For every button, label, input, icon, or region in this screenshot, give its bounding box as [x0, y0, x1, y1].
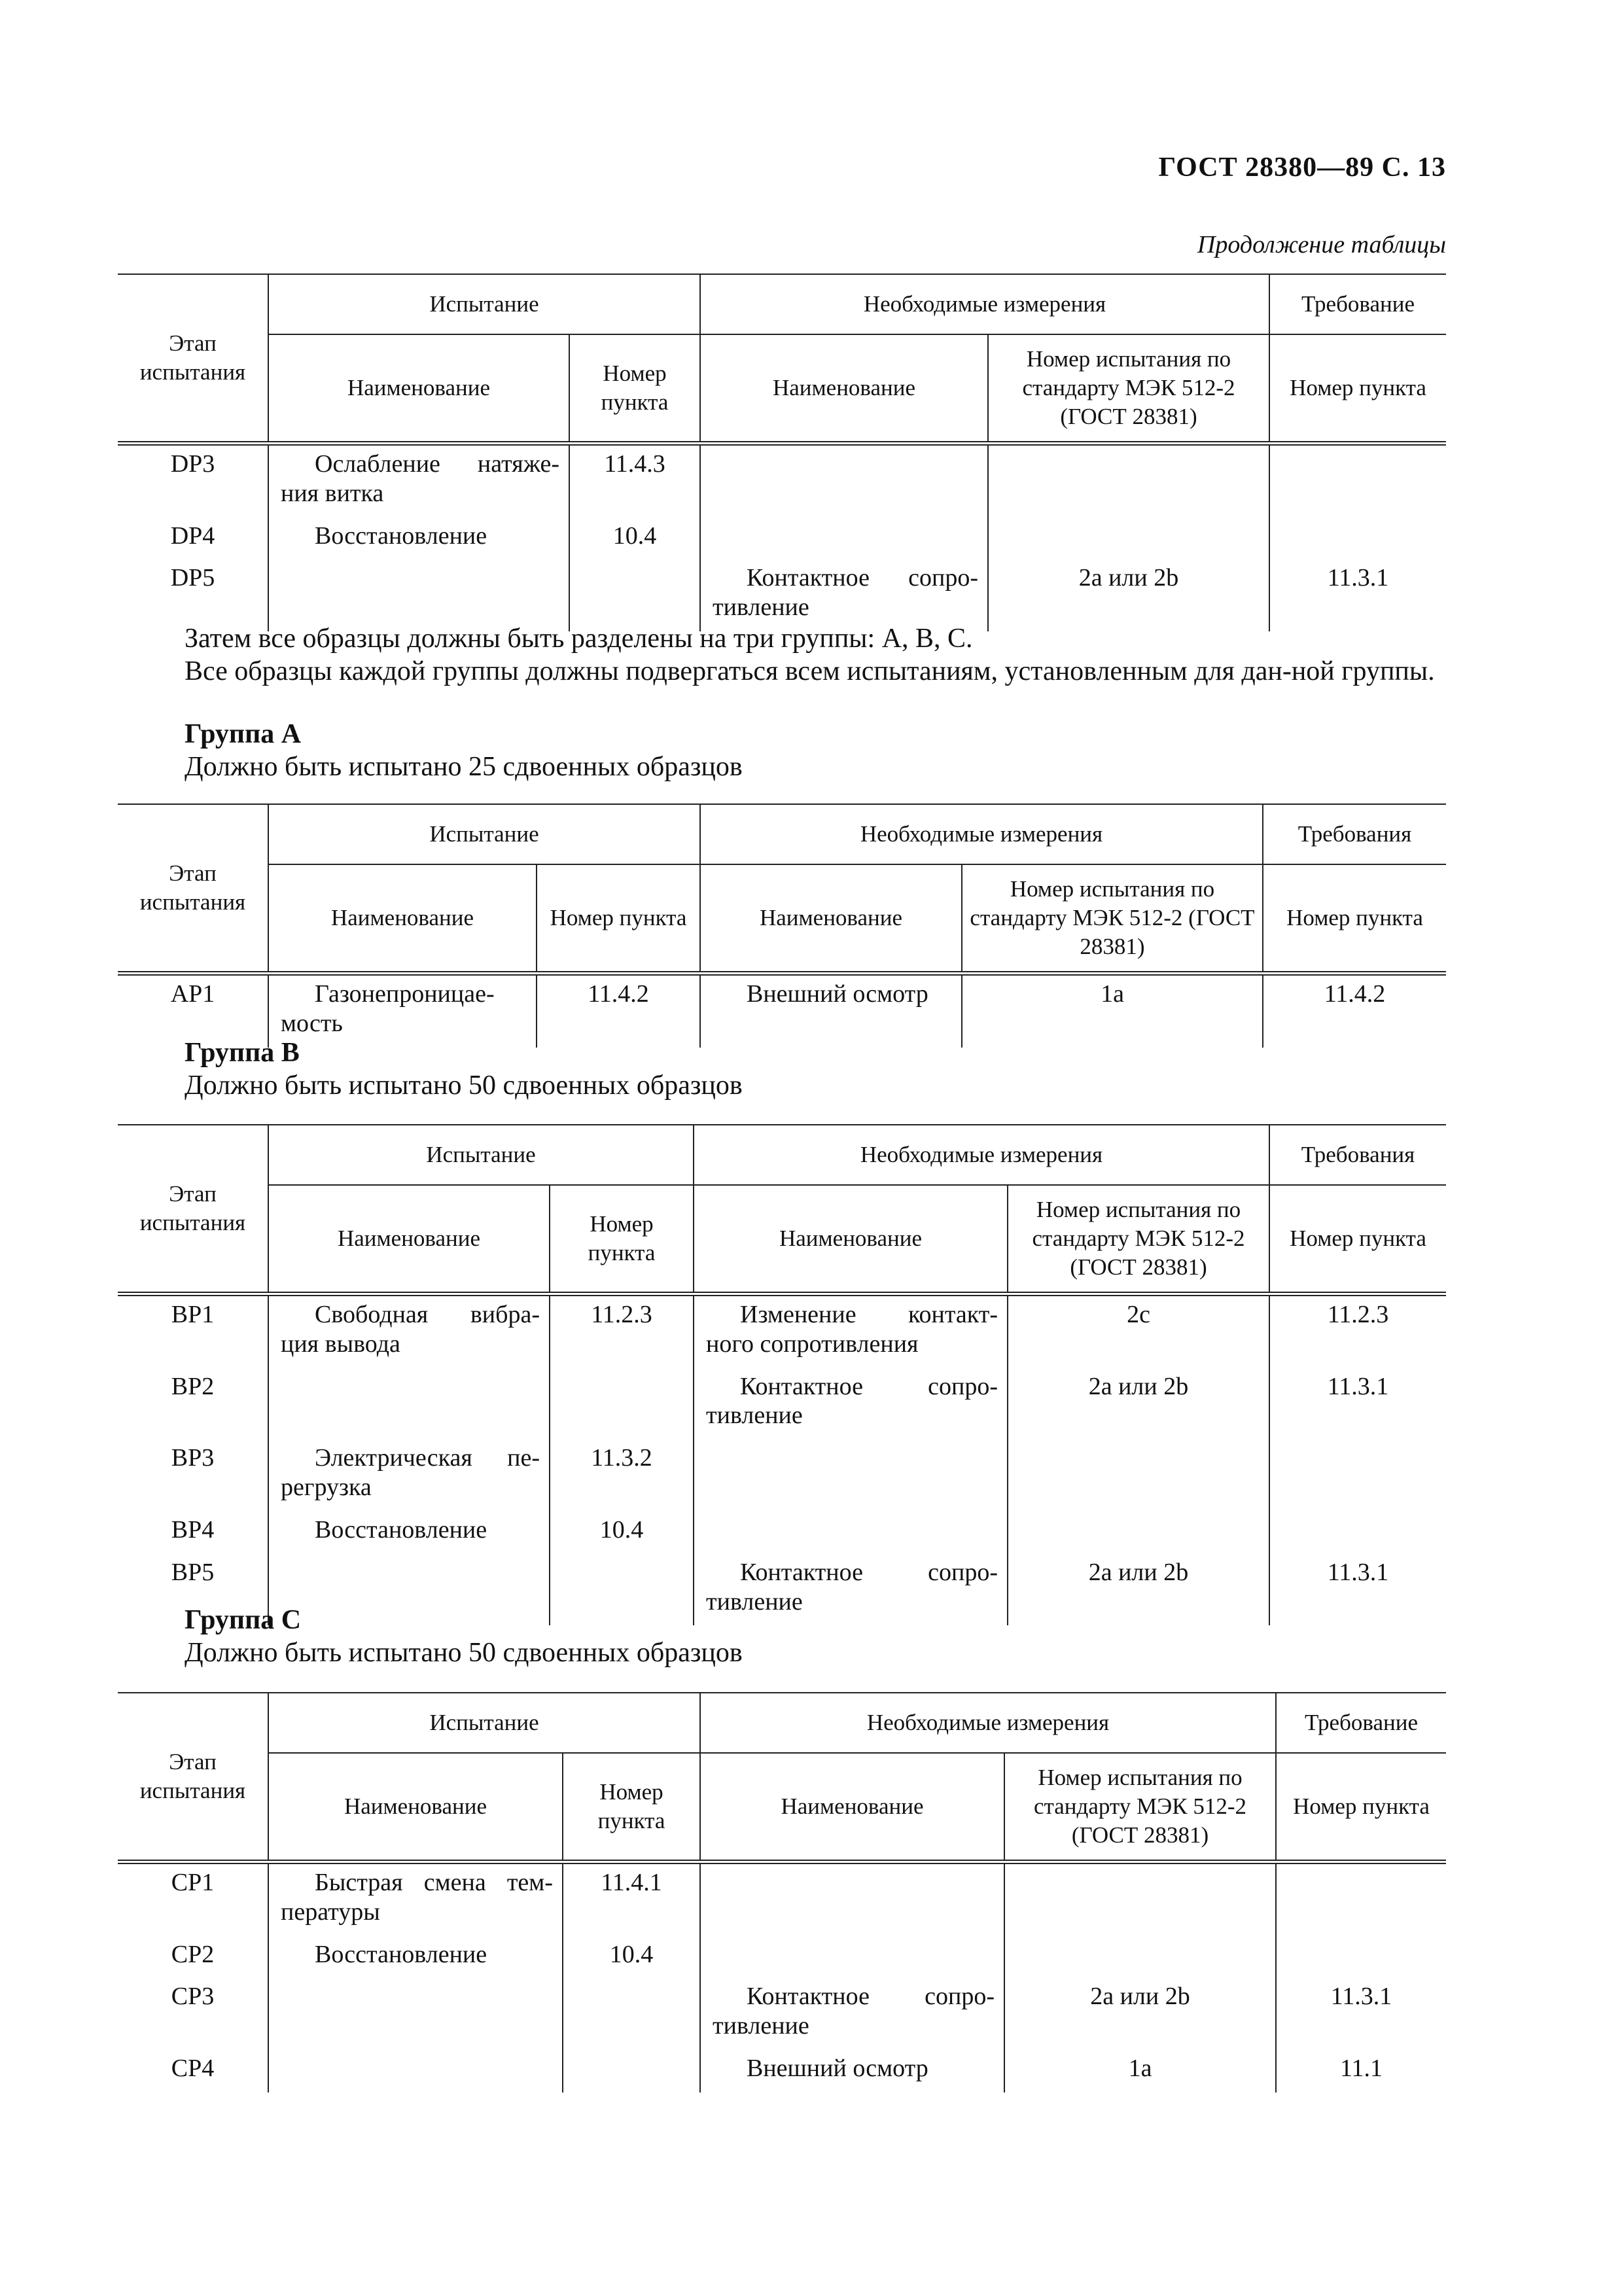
cell-stage: CP1 — [171, 1869, 215, 1896]
header-test: Испытание — [268, 1125, 694, 1185]
cell-clause — [569, 559, 700, 631]
header-requirement: Требования — [1269, 1125, 1446, 1185]
header-req-clause: Номер пункта — [1263, 864, 1446, 974]
table-row — [118, 444, 1446, 518]
header-test: Испытание — [268, 1693, 700, 1753]
header-req-clause: Номер пункта — [1276, 1753, 1446, 1862]
cell-iec-number: 1a — [1004, 2050, 1276, 2093]
cell-clause — [550, 1554, 694, 1626]
header-stage: Этап испытания — [118, 274, 268, 444]
cell-measurement-name — [700, 1862, 1004, 1936]
header-measurements: Необходимые измерения — [700, 1693, 1276, 1753]
cell-clause — [563, 1978, 700, 2050]
cell-req-clause: 11.3.1 — [1269, 1368, 1446, 1440]
cell-test-name — [268, 2050, 563, 2093]
table-row — [118, 1862, 1446, 1936]
cell-stage: BP3 — [171, 1444, 215, 1472]
cell-clause: 11.4.1 — [563, 1862, 700, 1936]
table-row — [118, 1554, 1446, 1626]
cell-measurement-name: Контактное сопро-тивление — [694, 1368, 1008, 1440]
table-group-c — [118, 1692, 1446, 2093]
header-req-clause: Номер пункта — [1269, 334, 1446, 444]
cell-measurement-name: Изменение контакт-ного сопротивления — [694, 1294, 1008, 1368]
header-clause: Номер пункта — [550, 1185, 694, 1294]
header-clause: Номер пункта — [563, 1753, 700, 1862]
cell-stage: BP5 — [171, 1558, 215, 1586]
cell-clause: 11.2.3 — [550, 1294, 694, 1368]
table-row — [118, 1294, 1446, 1368]
cell-req-clause: 11.1 — [1276, 2050, 1446, 2093]
cell-measurement-name: Внешний осмотр — [700, 974, 962, 1048]
cell-measurement-name — [694, 1511, 1008, 1554]
table-group-b — [118, 1124, 1446, 1625]
group-c-title: Группа С — [185, 1605, 302, 1635]
table-row — [118, 518, 1446, 560]
page-header: ГОСТ 28380—89 С. 13 — [1158, 152, 1446, 183]
cell-clause — [563, 2050, 700, 2093]
cell-req-clause — [1276, 1936, 1446, 1979]
table-row — [118, 1936, 1446, 1979]
cell-iec-number: 2a или 2b — [1008, 1554, 1269, 1626]
cell-req-clause — [1269, 1511, 1446, 1554]
cell-clause — [550, 1368, 694, 1440]
header-meas-name: Наименование — [700, 334, 988, 444]
cell-iec-number: 2c — [1008, 1294, 1269, 1368]
header-test: Испытание — [268, 274, 700, 334]
header-requirement: Требование — [1269, 274, 1446, 334]
cell-req-clause: 11.3.1 — [1269, 559, 1446, 631]
group-a-title: Группа А — [185, 719, 302, 749]
table-row — [118, 1511, 1446, 1554]
cell-iec-number — [988, 444, 1269, 518]
header-iec-number: Номер испытания по стандарту МЭК 512-2 (ГОСТ 28381) — [988, 334, 1269, 444]
cell-measurement-name — [694, 1439, 1008, 1511]
cell-stage: BP1 — [171, 1301, 215, 1328]
cell-req-clause: 11.3.1 — [1276, 1978, 1446, 2050]
cell-iec-number: 1a — [962, 974, 1263, 1048]
cell-stage: DP3 — [170, 450, 215, 478]
table-row — [118, 559, 1446, 631]
header-stage: Этап испытания — [118, 1693, 268, 1862]
header-meas-name: Наименование — [694, 1185, 1008, 1294]
cell-clause: 11.3.2 — [550, 1439, 694, 1511]
table-continuation-note: Продолжение таблицы — [1197, 231, 1446, 258]
cell-req-clause — [1269, 444, 1446, 518]
header-measurements: Необходимые измерения — [700, 804, 1263, 864]
cell-req-clause: 11.3.1 — [1269, 1554, 1446, 1626]
cell-iec-number — [988, 518, 1269, 560]
header-requirement: Требования — [1263, 804, 1446, 864]
header-name: Наименование — [268, 334, 569, 444]
cell-req-clause — [1269, 518, 1446, 560]
header-measurements: Необходимые измерения — [694, 1125, 1269, 1185]
cell-iec-number — [1008, 1439, 1269, 1511]
cell-iec-number — [1004, 1862, 1276, 1936]
header-stage: Этап испытания — [118, 804, 268, 974]
group-a-subtitle: Должно быть испытано 25 сдвоенных образцов — [185, 752, 743, 782]
cell-clause: 10.4 — [563, 1936, 700, 1979]
table-row — [118, 1978, 1446, 2050]
header-meas-name: Наименование — [700, 1753, 1004, 1862]
cell-iec-number — [1008, 1511, 1269, 1554]
cell-clause: 11.4.3 — [569, 444, 700, 518]
cell-measurement-name: Внешний осмотр — [700, 2050, 1004, 2093]
cell-stage: DP5 — [170, 564, 215, 592]
cell-stage: BP2 — [171, 1372, 215, 1400]
table-row — [118, 1439, 1446, 1511]
header-iec-number: Номер испытания по стандарту МЭК 512-2 (ГОСТ 28381) — [1004, 1753, 1276, 1862]
table-row — [118, 1368, 1446, 1440]
cell-req-clause: 11.2.3 — [1269, 1294, 1446, 1368]
cell-iec-number: 2a или 2b — [1004, 1978, 1276, 2050]
header-req-clause: Номер пункта — [1269, 1185, 1446, 1294]
cell-test-name: Газонепроницае-мость — [268, 974, 537, 1048]
cell-iec-number: 2a или 2b — [988, 559, 1269, 631]
cell-iec-number: 2a или 2b — [1008, 1368, 1269, 1440]
cell-clause: 10.4 — [550, 1511, 694, 1554]
cell-test-name: Электрическая пе-регрузка — [268, 1439, 550, 1511]
cell-req-clause: 11.4.2 — [1263, 974, 1446, 1048]
cell-measurement-name: Контактное сопро-тивление — [700, 559, 988, 631]
header-test: Испытание — [268, 804, 700, 864]
table-dp — [118, 274, 1446, 631]
group-b-title: Группа В — [185, 1038, 300, 1068]
group-b-subtitle: Должно быть испытано 50 сдвоенных образцов — [185, 1070, 743, 1101]
cell-stage: CP4 — [171, 2055, 215, 2083]
header-requirement: Требование — [1276, 1693, 1446, 1753]
header-stage: Этап испытания — [118, 1125, 268, 1294]
cell-test-name: Свободная вибра-ция вывода — [268, 1294, 550, 1368]
cell-measurement-name — [700, 518, 988, 560]
cell-measurement-name — [700, 444, 988, 518]
paragraph-groups: Затем все образцы должны быть разделены на три группы: А, В, С. — [185, 624, 973, 654]
cell-measurement-name: Контактное сопро-тивление — [700, 1978, 1004, 2050]
cell-measurement-name — [700, 1936, 1004, 1979]
cell-test-name: Ослабление натяже-ния витка — [268, 444, 569, 518]
cell-req-clause — [1269, 1439, 1446, 1511]
cell-test-name — [268, 1554, 550, 1626]
cell-test-name — [268, 559, 569, 631]
table-group-a — [118, 804, 1446, 1048]
cell-test-name: Восстановление — [268, 1936, 563, 1979]
header-iec-number: Номер испытания по стандарту МЭК 512-2 (ГОСТ 28381) — [962, 864, 1263, 974]
cell-clause: 11.4.2 — [537, 974, 700, 1048]
cell-measurement-name: Контактное сопро-тивление — [694, 1554, 1008, 1626]
cell-stage: DP4 — [170, 521, 215, 550]
cell-test-name: Быстрая смена тем-пературы — [268, 1862, 563, 1936]
header-name: Наименование — [268, 1185, 550, 1294]
header-clause: Номер пункта — [537, 864, 700, 974]
table-row — [118, 974, 1446, 1048]
cell-iec-number — [1004, 1936, 1276, 1979]
header-meas-name: Наименование — [700, 864, 962, 974]
group-c-subtitle: Должно быть испытано 50 сдвоенных образцов — [185, 1638, 743, 1668]
table-row — [118, 2050, 1446, 2093]
paragraph-all-samples: Все образцы каждой группы должны подвергаться всем испытаниям, установленным для дан-ной группы. — [185, 656, 1435, 686]
header-iec-number: Номер испытания по стандарту МЭК 512-2 (ГОСТ 28381) — [1008, 1185, 1269, 1294]
header-clause: Номер пункта — [569, 334, 700, 444]
cell-stage: AP1 — [170, 980, 215, 1008]
header-name: Наименование — [268, 864, 537, 974]
header-name: Наименование — [268, 1753, 563, 1862]
cell-test-name: Восстановление — [268, 1511, 550, 1554]
cell-test-name: Восстановление — [268, 518, 569, 560]
cell-req-clause — [1276, 1862, 1446, 1936]
cell-test-name — [268, 1978, 563, 2050]
cell-test-name — [268, 1368, 550, 1440]
cell-stage: CP3 — [171, 1983, 215, 2011]
header-measurements: Необходимые измерения — [700, 274, 1269, 334]
cell-stage: BP4 — [171, 1515, 215, 1544]
cell-stage: CP2 — [171, 1940, 215, 1968]
cell-clause: 10.4 — [569, 518, 700, 560]
